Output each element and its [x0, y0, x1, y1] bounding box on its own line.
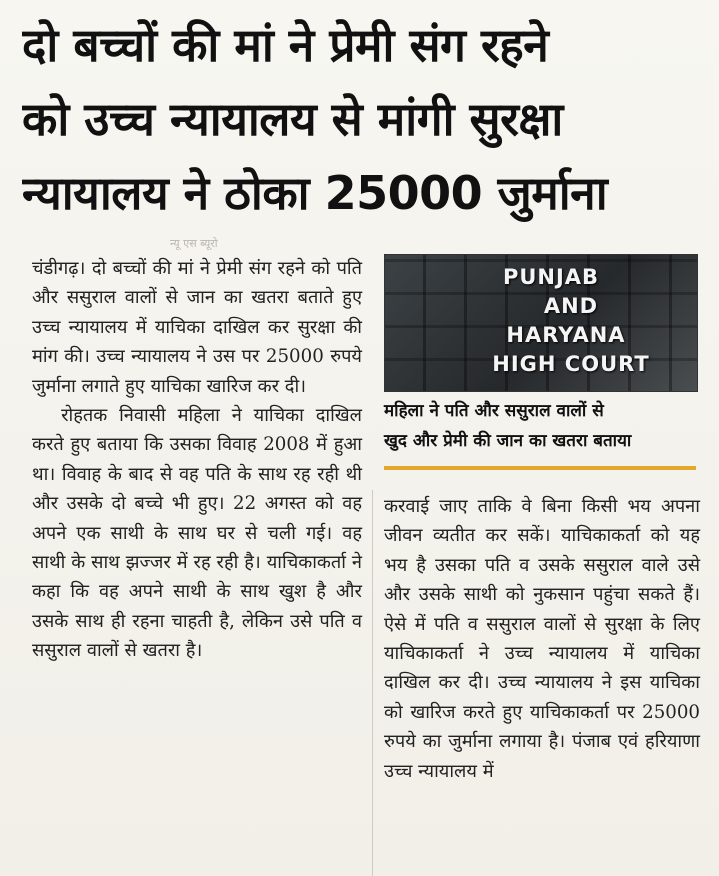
sign-line-2: AND — [543, 294, 599, 318]
article-left-column — [32, 254, 362, 666]
headline-line-2: को उच्च न्यायालय से मांगी सुरक्षा — [22, 92, 563, 146]
article-paragraph-2: रोहतक निवासी महिला ने याचिका दाखिल करते हुए बताया कि उसका विवाह 2008 में हुआ था। विवाह के बाद से वह पति के साथ रह रही थी और उसके दो बच्चे भी हुए। 22 अगस्त को वह अपने एक साथी के साथ घर से चली गई। वह साथी के साथ झज्जर में रह रही है। याचिकाकर्ता ने कहा कि वह अपने साथी के साथ खुश है और उसके साथ ही रहना चाहती है, लेकिन उसे पति व ससुराल वालों से खतरा है। — [32, 405, 363, 662]
sign-line-1: PUNJAB — [502, 265, 600, 289]
faint-byline: न्यू एस ब्यूरो — [170, 237, 218, 250]
sign-line-3: HARYANA — [506, 323, 626, 347]
court-sign — [471, 263, 671, 379]
sign-line-4: HIGH COURT — [492, 352, 650, 376]
photo-caption — [384, 396, 700, 456]
article-paragraph-3: करवाई जाए ताकि वे बिना किसी भय अपना जीवन व्यतीत कर सकें। याचिकाकर्ता को यह भय है उसका पति व उसके ससुराल वाले उसे और उसके साथी को नुकसान पहुंचा सकते हैं। ऐसे में पति व ससुराल वालों से सुरक्षा के लिए याचिकाकर्ता ने उच्च न्यायालय में याचिका दाखिल कर दी। उच्च न्यायालय ने इस याचिका को खारिज करते हुए याचिकाकर्ता पर 25000 रुपये का जुर्माना लगाया है। पंजाब एवं हरियाणा उच्च न्यायालय में — [384, 496, 700, 782]
article-right-column — [384, 492, 700, 786]
column-divider — [372, 490, 373, 876]
article-paragraph-1: चंडीगढ़। दो बच्चों की मां ने प्रेमी संग रहने को पति और ससुराल वालों से जान का खतरा बताते हुए उच्च न्यायालय में याचिका दाखिल कर सुरक्षा की मांग की। उच्च न्यायालय ने उस पर 25000 रुपये जुर्माना लगाते हुए याचिका खारिज कर दी। — [32, 258, 362, 397]
caption-line-1: महिला ने पति और ससुराल वालों से — [384, 401, 604, 421]
court-building-photo — [384, 254, 698, 392]
headline — [22, 8, 701, 230]
caption-line-2: खुद और प्रेमी की जान का खतरा बताया — [384, 431, 632, 451]
headline-line-3: न्यायालय ने ठोका 25000 जुर्माना — [22, 166, 608, 220]
caption-divider — [384, 466, 696, 470]
headline-line-1: दो बच्चों की मां ने प्रेमी संग रहने — [22, 18, 549, 72]
